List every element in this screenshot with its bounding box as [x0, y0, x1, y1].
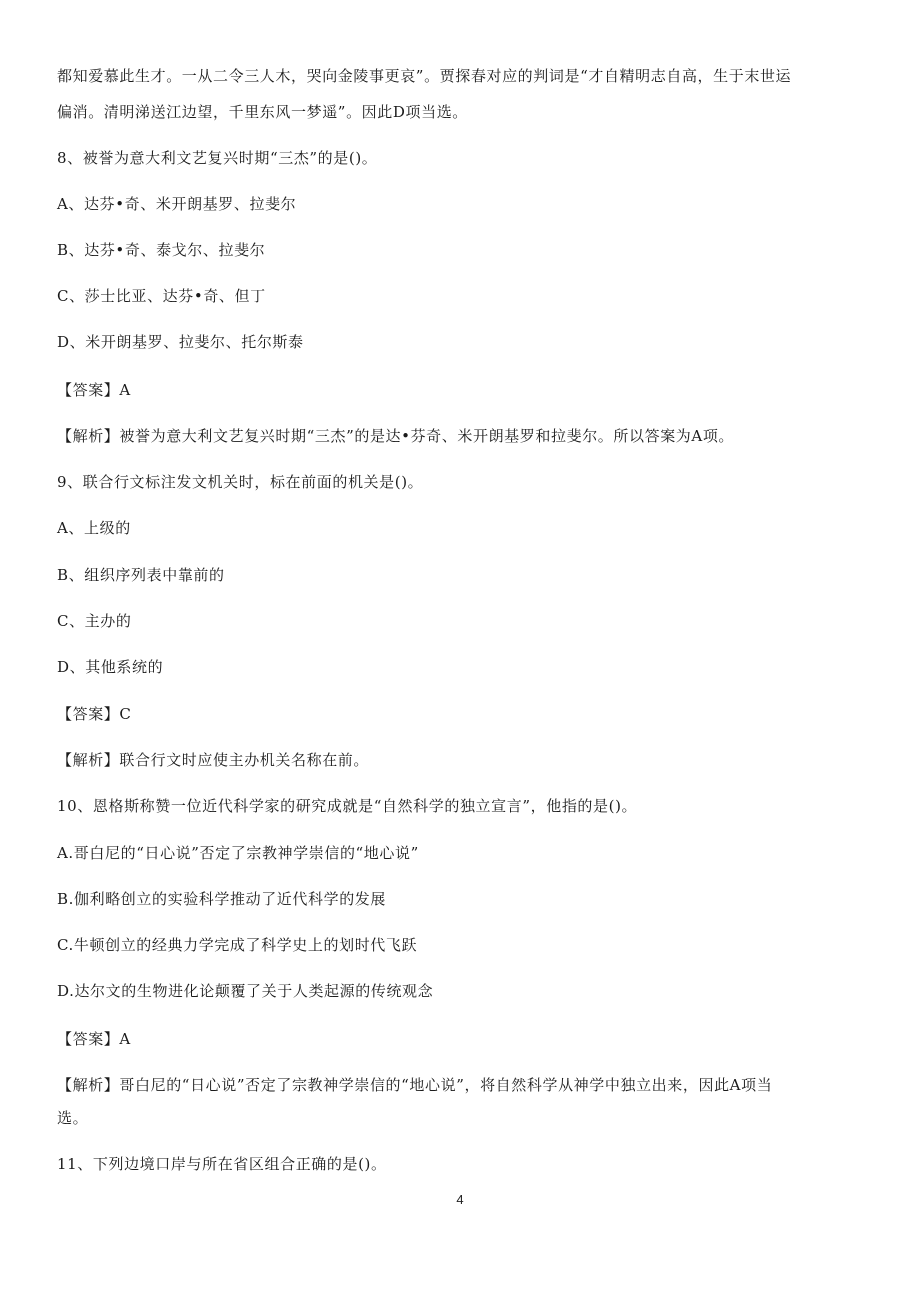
option-c: C.牛顿创立的经典力学完成了科学史上的划时代飞跃: [57, 936, 418, 954]
option-c: C、主办的: [57, 612, 132, 630]
option-b: B、组织序列表中靠前的: [57, 566, 225, 584]
answer: 【答案】A: [57, 1030, 131, 1048]
answer: 【答案】A: [57, 381, 131, 399]
option-b: B.伽利略创立的实验科学推动了近代科学的发展: [57, 890, 386, 908]
option-c: C、莎士比亚、达芬•奇、但丁: [57, 287, 266, 305]
option-d: D、其他系统的: [57, 658, 164, 676]
option-b: B、达芬•奇、泰戈尔、拉斐尔: [57, 241, 266, 259]
text-line: 偏消。清明涕送江边望，千里东风一梦遥”。因此D项当选。: [57, 103, 468, 121]
question-8: 8、被誉为意大利文艺复兴时期“三杰”的是()。: [57, 149, 378, 167]
option-d: D.达尔文的生物进化论颠覆了关于人类起源的传统观念: [57, 982, 434, 1000]
question-10: 10、恩格斯称赞一位近代科学家的研究成就是“自然科学的独立宣言”，他指的是()。: [57, 797, 638, 815]
text-line: 都知爱慕此生才。一从二令三人木，哭向金陵事更哀”。贾探春对应的判词是“才自精明志自高，生于末世运: [57, 67, 792, 85]
explanation-continued: 选。: [57, 1109, 89, 1127]
page-number: 4: [456, 1192, 464, 1207]
option-d: D、米开朗基罗、拉斐尔、托尔斯泰: [57, 333, 304, 351]
explanation: 【解析】被誉为意大利文艺复兴时期“三杰”的是达•芬奇、米开朗基罗和拉斐尔。所以答案为A项。: [57, 427, 735, 445]
option-a: A、上级的: [57, 519, 131, 537]
answer: 【答案】C: [57, 705, 132, 723]
question-9: 9、联合行文标注发文机关时，标在前面的机关是()。: [57, 473, 424, 491]
explanation: 【解析】联合行文时应使主办机关名称在前。: [57, 751, 370, 769]
question-11: 11、下列边境口岸与所在省区组合正确的是()。: [57, 1155, 387, 1173]
option-a: A、达芬•奇、米开朗基罗、拉斐尔: [57, 195, 297, 213]
explanation: 【解析】哥白尼的“日心说”否定了宗教神学崇信的“地心说”，将自然科学从神学中独立出来，因此A项当: [57, 1076, 773, 1094]
option-a: A.哥白尼的“日心说”否定了宗教神学崇信的“地心说”: [57, 844, 419, 862]
